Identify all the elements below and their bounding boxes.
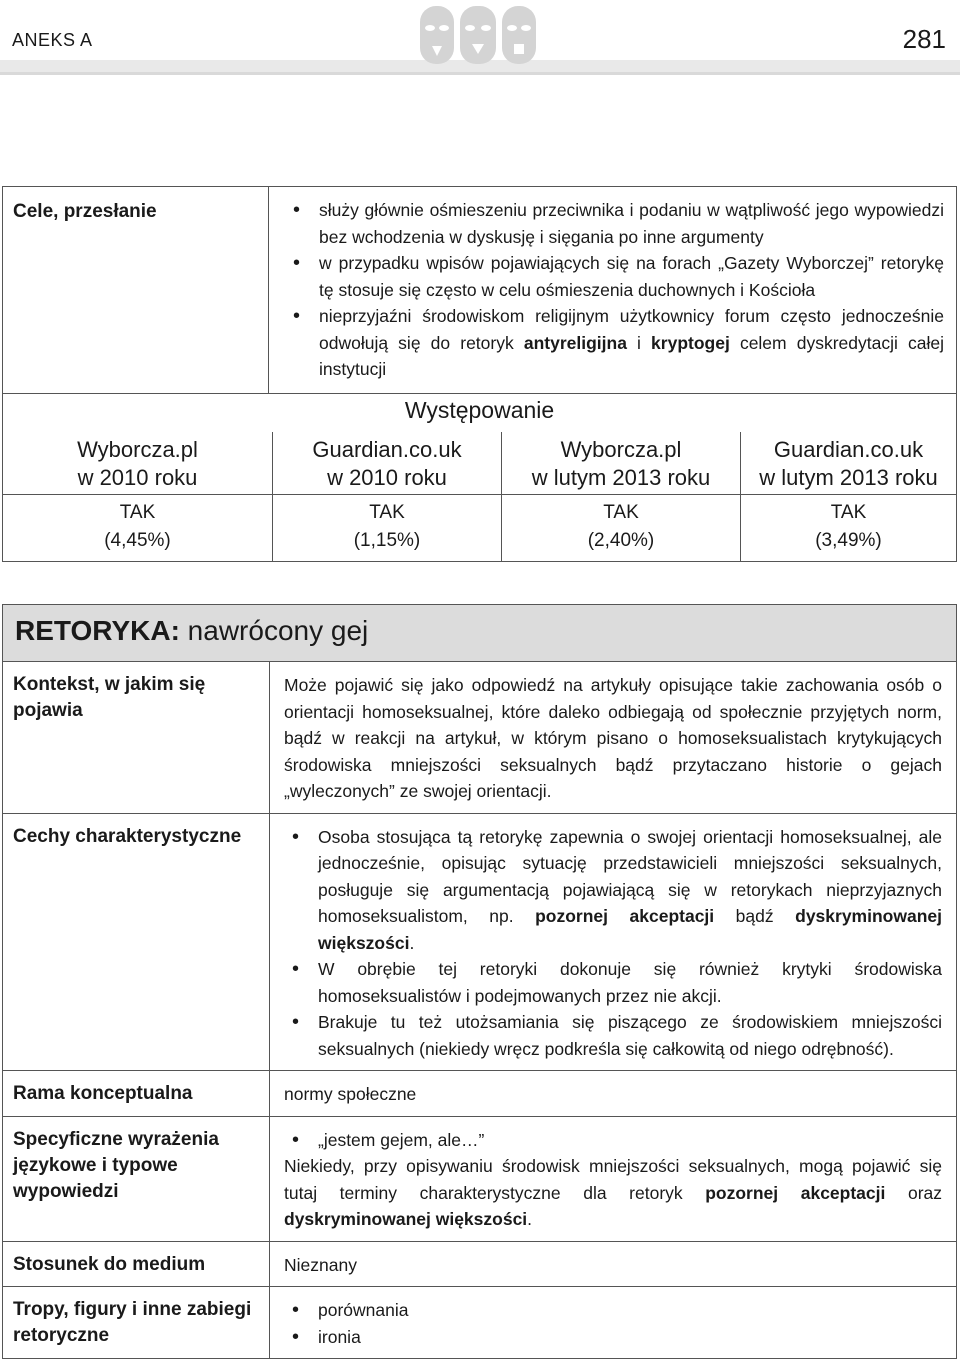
occurrence-column	[2, 432, 272, 562]
page-header	[0, 0, 960, 75]
list-item: • w przypadku wpisów pojawiających się na forach „Gazety Wyborczej” retorykę tę stosuje się często w celu ośmieszenia duchownych i Kościoła	[285, 250, 944, 303]
list-item: • Osoba stosująca tą retorykę zapewnia o swojej orientacji homoseksualnej, ale jednocześnie, opisując sytuację przedstawicieli mniejszości seksualnych, posługuje się argumentacją pojawiającą się w retorykach nieprzyjaznych homoseksualistom, np. pozornej akceptacji bądź dyskryminowanej większości.	[284, 824, 942, 957]
list-item: • służy głównie ośmieszeniu przeciwnika i podaniu w wątpliwość jego wypowiedzi bez wchodzenia w dyskusję i sięgania po inne argumenty	[285, 197, 944, 250]
percent: (3,49%)	[815, 530, 882, 551]
features-label: Cechy charakterystyczne	[3, 813, 270, 1071]
medium-value: Nieznany	[270, 1241, 957, 1287]
occurrence-title: Występowanie	[2, 392, 957, 432]
answer: TAK	[830, 502, 867, 523]
list-item: • Brakuje tu też utożsamiania się piszącego ze środowiskiem mniejszości seksualnych (niekiedy wręcz podkreśla się całkowitą od niego odrębność).	[284, 1009, 942, 1062]
period: w lutym 2013 roku	[759, 465, 938, 490]
period: w lutym 2013 roku	[531, 465, 711, 490]
rhetoric-table	[2, 604, 957, 1359]
medium-label: Stosunek do medium	[3, 1241, 270, 1287]
context-label: Kontekst, w jakim się pojawia	[3, 662, 270, 814]
tropes-label: Tropy, figury i inne zabiegi retoryczne	[3, 1287, 270, 1359]
answer: TAK	[603, 502, 639, 523]
source-name: Guardian.co.uk	[773, 437, 924, 462]
source-name: Guardian.co.uk	[312, 437, 462, 462]
source-name: Wyborcza.pl	[77, 437, 198, 462]
page-number: 281	[902, 24, 946, 54]
goals-label: Cele, przesłanie	[3, 187, 269, 394]
frame-label: Rama konceptualna	[3, 1071, 270, 1117]
percent: (1,15%)	[353, 530, 421, 551]
goals-content	[269, 187, 957, 394]
list-item: • porównania	[284, 1297, 942, 1324]
list-item: • „jestem gejem, ale…”	[284, 1127, 942, 1154]
list-item: • W obrębie tej retoryki dokonuje się również krytyki środowiska homoseksualistów i podejmowanych przez nie akcji.	[284, 956, 942, 1009]
tropes-content	[270, 1287, 957, 1359]
list-item: • nieprzyjaźni środowiskom religijnym użytkownicy forum często jednocześnie odwołują się do retoryk antyreligijna i kryptogej celem dyskredytacji całej instytucji	[285, 303, 944, 383]
occurrence-column	[272, 432, 501, 562]
features-content	[270, 813, 957, 1071]
masks-logo-icon	[410, 2, 550, 68]
percent: (4,45%)	[104, 530, 171, 551]
occurrence-column	[501, 432, 740, 562]
rhetoric-title: RETORYKA: nawrócony gej	[3, 605, 957, 662]
answer: TAK	[119, 502, 156, 523]
period: w 2010 roku	[77, 465, 198, 490]
occurrence-section	[2, 392, 957, 562]
goals-table	[2, 186, 957, 394]
context-text: Może pojawić się jako odpowiedź na artykuły opisujące takie zachowania osób o orientacji homoseksualnej, które daleko odbiegają od społecznie przyjętych norm, bądź w reakcji na artykuł, w którym pisano o homoseksualistach krytykujących środowiska mniejszości seksualnych bądź przytaczano historie o gejach „wyleczonych” ze swojej orientacji.	[270, 662, 957, 814]
expressions-label: Specyficzne wyrażenia językowe i typowe wypowiedzi	[3, 1116, 270, 1241]
percent: (2,40%)	[587, 530, 655, 551]
source-name: Wyborcza.pl	[560, 437, 682, 462]
period: w 2010 roku	[327, 465, 447, 490]
running-head: ANEKS A	[12, 30, 93, 50]
expressions-content	[270, 1116, 957, 1241]
answer: TAK	[369, 502, 405, 523]
frame-value: normy społeczne	[270, 1071, 957, 1117]
occurrence-column	[740, 432, 957, 562]
expressions-text: Niekiedy, przy opisywaniu środowisk mniejszości seksualnych, mogą pojawić się tutaj terminy charakterystyczne dla retoryk pozornej akceptacji oraz dyskryminowanej większości.	[284, 1156, 943, 1229]
list-item: • ironia	[284, 1324, 942, 1351]
